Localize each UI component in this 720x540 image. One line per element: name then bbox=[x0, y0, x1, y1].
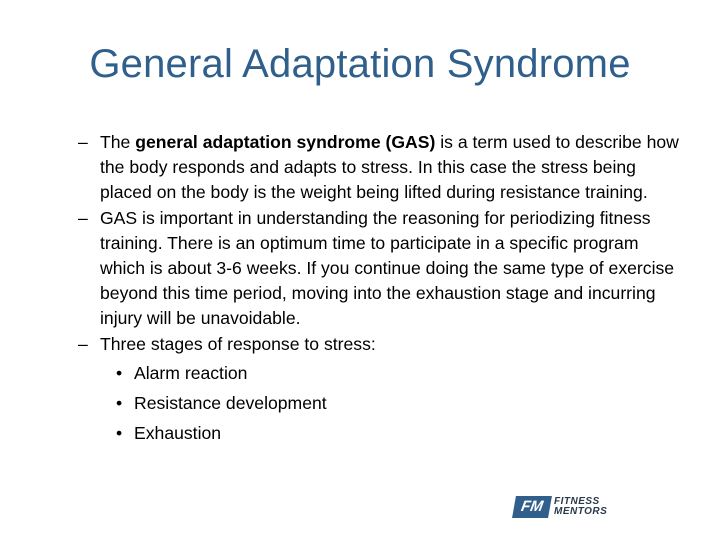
logo-wordmark bbox=[554, 497, 607, 517]
point-text: Three stages of response to stress: bbox=[100, 334, 376, 354]
point-text-post: is a term used to describe how the body responds and adapts to stress. In this case the stress being placed on the body is the weight being lifted during resistance training. bbox=[100, 132, 679, 202]
bullet-point-gas-definition bbox=[78, 130, 688, 205]
stage-label: Exhaustion bbox=[134, 423, 222, 443]
stages-list bbox=[78, 361, 688, 451]
logo-line-1: FITNESS bbox=[554, 496, 600, 507]
slide-title: General Adaptation Syndrome bbox=[89, 42, 631, 86]
stage-item bbox=[78, 361, 688, 391]
dash-marker: – bbox=[78, 132, 88, 152]
dash-marker: – bbox=[78, 208, 88, 228]
bullet-marker: • bbox=[116, 393, 123, 413]
slide-body bbox=[78, 130, 688, 451]
fitness-mentors-logo bbox=[514, 496, 607, 518]
stage-label: Alarm reaction bbox=[134, 363, 248, 383]
point-text: GAS is important in understanding the reasoning for periodizing fitness training. There is an optimum time to participate in a specific program which is about 3-6 weeks. If you continue doing the same type of exercise beyond this time period, moving into the exhaustion stage and incurring injury will be unavoidable. bbox=[100, 208, 675, 328]
dash-marker: – bbox=[78, 334, 88, 354]
stage-item bbox=[78, 391, 688, 421]
stage-label: Resistance development bbox=[134, 393, 327, 413]
logo-line-2: MENTORS bbox=[554, 506, 608, 517]
point-text-bold: general adaptation syndrome (GAS) bbox=[135, 132, 436, 152]
bullet-marker: • bbox=[116, 363, 123, 383]
logo-mark: FM bbox=[512, 496, 552, 518]
bullet-point-gas-importance bbox=[78, 206, 688, 331]
bullet-point-stages-intro bbox=[78, 332, 688, 357]
bullet-marker: • bbox=[116, 423, 123, 443]
point-text-pre: The bbox=[100, 132, 136, 152]
stage-item bbox=[78, 421, 688, 451]
